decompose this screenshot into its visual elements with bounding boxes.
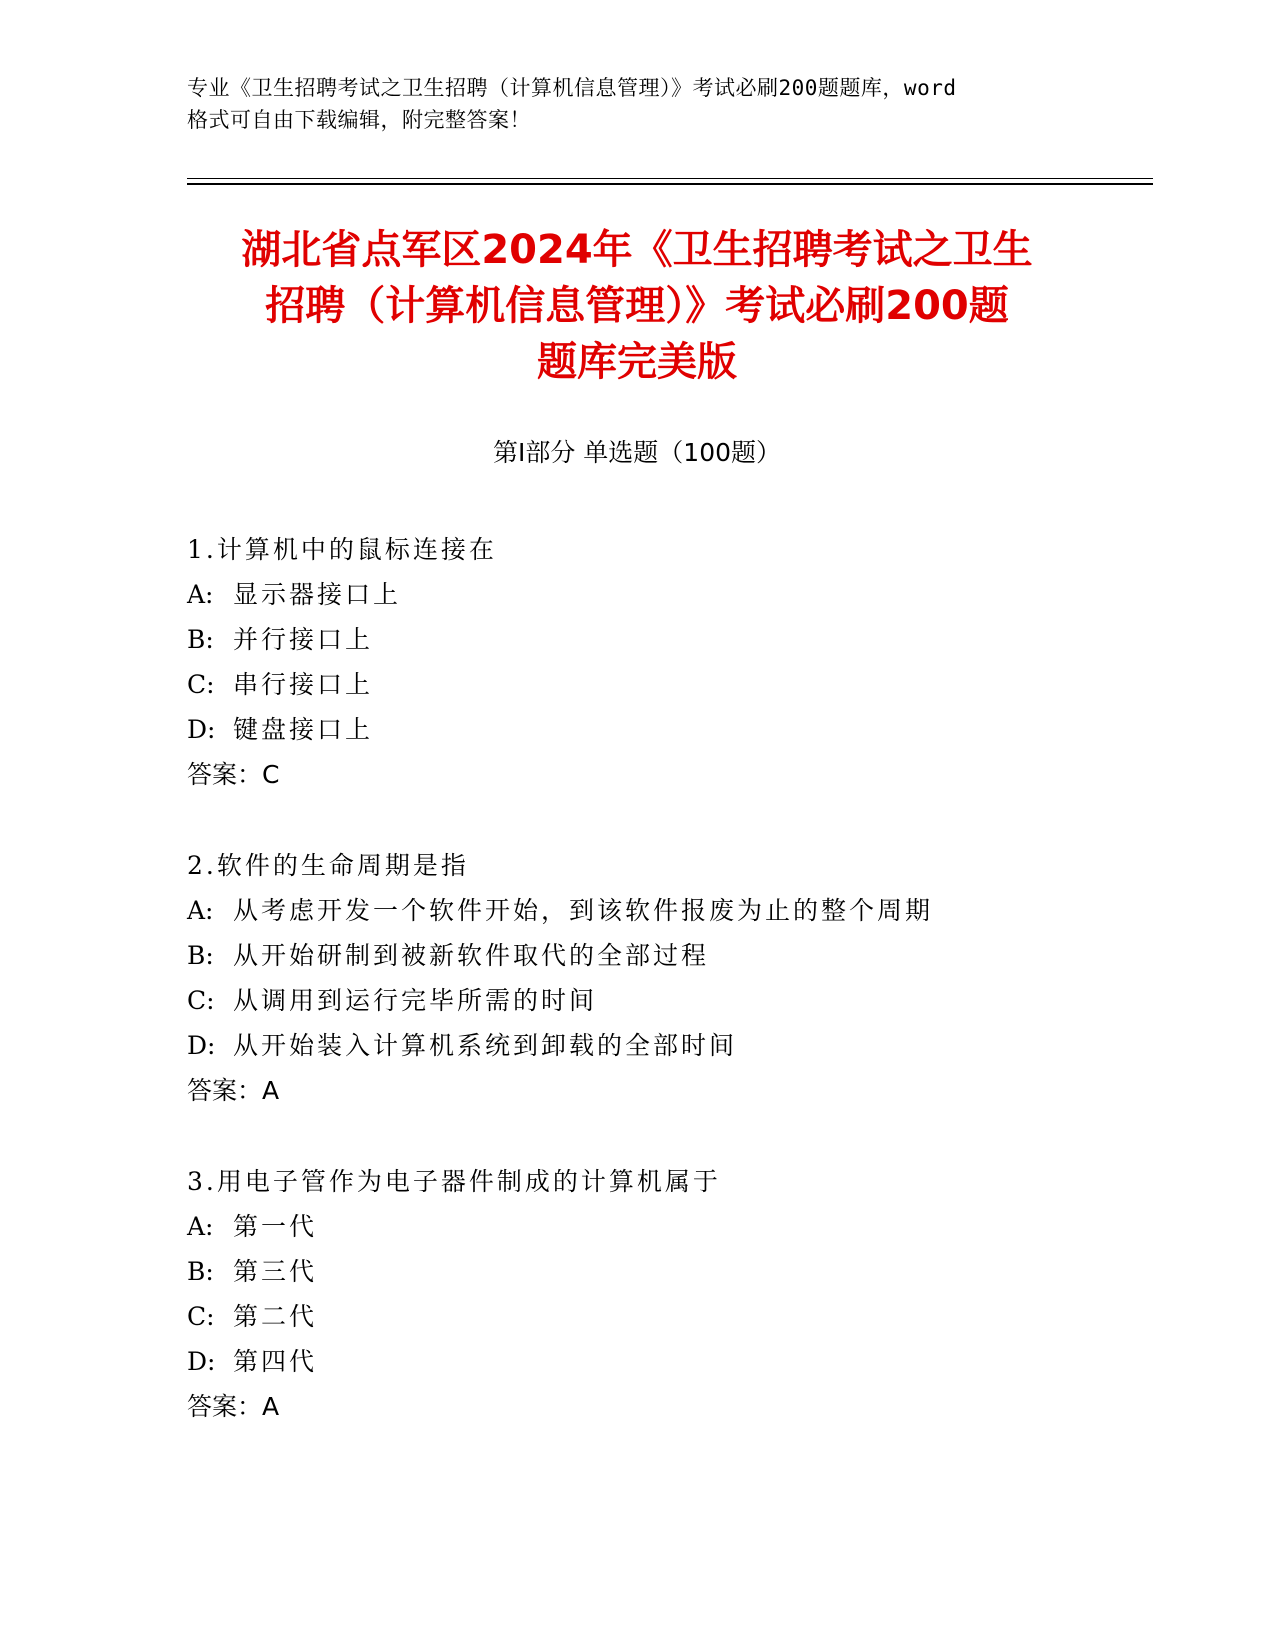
document-title bbox=[187, 222, 1087, 390]
option-text: 第二代 bbox=[233, 1302, 318, 1331]
option-text: 第三代 bbox=[233, 1257, 318, 1286]
option-text: 键盘接口上 bbox=[233, 715, 374, 744]
option-label: A: bbox=[187, 1212, 214, 1241]
option-label: D: bbox=[187, 1031, 216, 1060]
option-text: 并行接口上 bbox=[233, 625, 374, 654]
option-label: A: bbox=[187, 580, 214, 609]
answer-text: 答案：C bbox=[187, 760, 280, 789]
option-text: 显示器接口上 bbox=[233, 580, 402, 609]
header-note-line-2: 格式可自由下载编辑，附完整答案！ bbox=[187, 108, 531, 132]
header-divider-thick bbox=[187, 183, 1153, 185]
header-divider-thin bbox=[187, 178, 1153, 179]
section-title: 第Ⅰ部分 单选题（100题） bbox=[492, 438, 782, 467]
option-a bbox=[187, 888, 1147, 933]
answer-text: 答案：A bbox=[187, 1392, 280, 1421]
option-text: 从考虑开发一个软件开始，到该软件报废为止的整个周期 bbox=[233, 896, 934, 925]
option-c bbox=[187, 978, 1147, 1023]
document-title-line-3: 题库完美版 bbox=[537, 339, 737, 385]
question-item bbox=[187, 843, 1147, 1113]
option-text: 从调用到运行完毕所需的时间 bbox=[233, 986, 598, 1015]
question-stem: 3.用电子管作为电子器件制成的计算机属于 bbox=[187, 1167, 721, 1196]
option-a bbox=[187, 1204, 1147, 1249]
option-d bbox=[187, 1339, 1147, 1384]
option-b bbox=[187, 617, 1147, 662]
option-label: B: bbox=[187, 625, 214, 654]
option-label: C: bbox=[187, 670, 215, 699]
header-note bbox=[187, 72, 1087, 136]
option-label: C: bbox=[187, 1302, 215, 1331]
option-b bbox=[187, 933, 1147, 978]
option-d bbox=[187, 707, 1147, 752]
answer-text: 答案：A bbox=[187, 1076, 280, 1105]
option-text: 第四代 bbox=[233, 1347, 318, 1376]
option-c bbox=[187, 1294, 1147, 1339]
question-stem: 1.计算机中的鼠标连接在 bbox=[187, 535, 497, 564]
option-label: B: bbox=[187, 1257, 214, 1286]
option-label: A: bbox=[187, 896, 214, 925]
option-c bbox=[187, 662, 1147, 707]
question-list bbox=[187, 527, 1147, 1475]
question-stem: 2.软件的生命周期是指 bbox=[187, 851, 469, 880]
option-label: B: bbox=[187, 941, 214, 970]
header-note-line-1: 专业《卫生招聘考试之卫生招聘（计算机信息管理）》考试必刷200题题库，word bbox=[187, 76, 957, 100]
question-item bbox=[187, 1159, 1147, 1429]
option-text: 从开始研制到被新软件取代的全部过程 bbox=[233, 941, 710, 970]
option-b bbox=[187, 1249, 1147, 1294]
option-label: D: bbox=[187, 1347, 216, 1376]
option-label: C: bbox=[187, 986, 215, 1015]
option-text: 从开始装入计算机系统到卸载的全部时间 bbox=[233, 1031, 738, 1060]
question-item bbox=[187, 527, 1147, 797]
option-a bbox=[187, 572, 1147, 617]
option-text: 第一代 bbox=[233, 1212, 318, 1241]
option-text: 串行接口上 bbox=[233, 670, 374, 699]
document-title-line-1: 湖北省点军区2024年《卫生招聘考试之卫生 bbox=[241, 227, 1033, 273]
option-label: D: bbox=[187, 715, 216, 744]
document-title-line-2: 招聘（计算机信息管理）》考试必刷200题 bbox=[265, 283, 1009, 329]
option-d bbox=[187, 1023, 1147, 1068]
